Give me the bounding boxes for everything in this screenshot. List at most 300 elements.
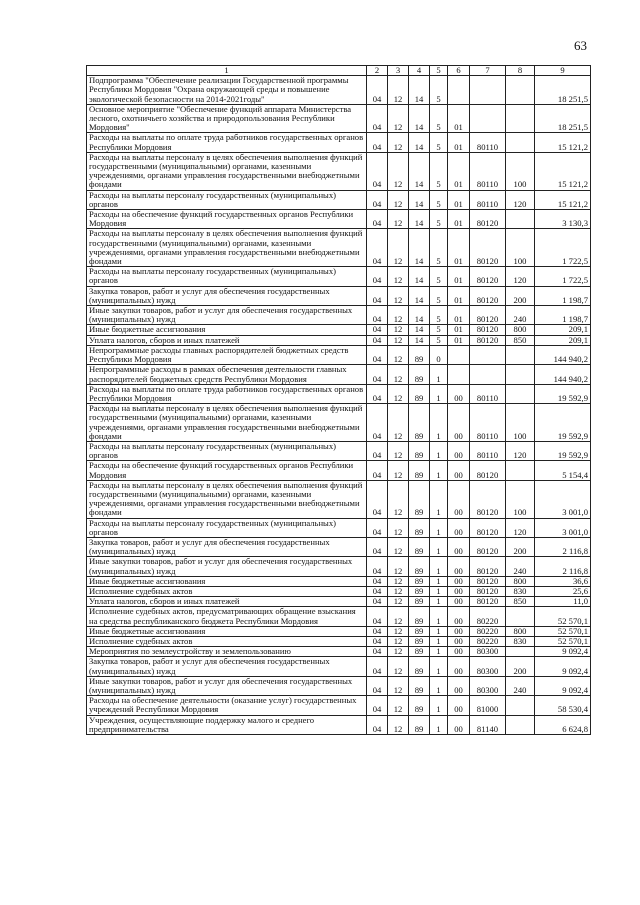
row-name: Иные бюджетные ассигнования [87, 325, 367, 335]
table-row [87, 306, 591, 325]
amount: 6 624,8 [535, 715, 591, 734]
program-code: 89 [409, 518, 430, 537]
event-code: 00 [448, 480, 470, 518]
expense-type-code [506, 647, 535, 657]
direction-code: 80120 [470, 480, 506, 518]
direction-code: 80120 [470, 557, 506, 576]
expense-type-code: 240 [506, 557, 535, 576]
program-code: 89 [409, 586, 430, 596]
event-code: 00 [448, 626, 470, 636]
direction-code: 80120 [470, 325, 506, 335]
amount: 2 116,8 [535, 557, 591, 576]
subsection-code: 12 [388, 325, 409, 335]
program-code: 14 [409, 210, 430, 229]
row-name: Расходы на выплаты по оплате труда работников государственных органов Республики Мордовия [87, 384, 367, 403]
expense-type-code [506, 133, 535, 152]
subsection-code: 12 [388, 267, 409, 286]
section-code: 04 [367, 676, 388, 695]
direction-code: 80220 [470, 636, 506, 646]
section-code: 04 [367, 210, 388, 229]
event-code: 00 [448, 636, 470, 646]
section-code: 04 [367, 133, 388, 152]
expense-type-code [506, 345, 535, 364]
column-header: 5 [430, 66, 448, 76]
amount: 19 592,9 [535, 384, 591, 403]
table-row [87, 518, 591, 537]
table-row [87, 76, 591, 105]
subprogram-code: 1 [430, 518, 448, 537]
amount: 9 092,4 [535, 676, 591, 695]
column-header: 9 [535, 66, 591, 76]
event-code: 01 [448, 104, 470, 133]
subsection-code: 12 [388, 696, 409, 715]
subprogram-code: 1 [430, 657, 448, 676]
direction-code: 80110 [470, 384, 506, 403]
direction-code: 80120 [470, 306, 506, 325]
expense-type-code: 200 [506, 657, 535, 676]
subsection-code: 12 [388, 715, 409, 734]
table-row [87, 325, 591, 335]
subprogram-code: 1 [430, 384, 448, 403]
table-row [87, 152, 591, 190]
amount: 18 251,5 [535, 76, 591, 105]
subsection-code: 12 [388, 537, 409, 556]
amount: 15 121,2 [535, 152, 591, 190]
event-code: 00 [448, 586, 470, 596]
subprogram-code: 5 [430, 286, 448, 305]
event-code: 00 [448, 657, 470, 676]
table-row [87, 345, 591, 364]
direction-code: 80110 [470, 133, 506, 152]
program-code: 89 [409, 597, 430, 607]
amount: 19 592,9 [535, 441, 591, 460]
expense-type-code: 100 [506, 229, 535, 267]
section-code: 04 [367, 657, 388, 676]
row-name: Основное мероприятие "Обеспечение функций аппарата Министерства лесного, охотничьего хозяйства и природопользования Республики Мордовия" [87, 104, 367, 133]
event-code: 01 [448, 210, 470, 229]
table-row [87, 607, 591, 626]
event-code: 01 [448, 335, 470, 345]
expense-type-code: 100 [506, 480, 535, 518]
section-code: 04 [367, 325, 388, 335]
direction-code: 80120 [470, 335, 506, 345]
expense-type-code [506, 76, 535, 105]
amount: 52 570,1 [535, 626, 591, 636]
amount: 9 092,4 [535, 657, 591, 676]
table-row [87, 576, 591, 586]
subprogram-code: 1 [430, 636, 448, 646]
section-code: 04 [367, 597, 388, 607]
subsection-code: 12 [388, 647, 409, 657]
section-code: 04 [367, 441, 388, 460]
amount: 144 940,2 [535, 345, 591, 364]
expense-type-code: 100 [506, 404, 535, 442]
subsection-code: 12 [388, 480, 409, 518]
budget-table-body [87, 76, 591, 735]
table-row [87, 133, 591, 152]
program-code: 14 [409, 335, 430, 345]
program-code: 89 [409, 441, 430, 460]
row-name: Исполнение судебных актов, предусматривающих обращение взыскания на средства республиканского бюджета Республики Мордовия [87, 607, 367, 626]
section-code: 04 [367, 335, 388, 345]
subsection-code: 12 [388, 152, 409, 190]
amount: 2 116,8 [535, 537, 591, 556]
direction-code: 80120 [470, 461, 506, 480]
event-code: 00 [448, 696, 470, 715]
event-code: 01 [448, 286, 470, 305]
subsection-code: 12 [388, 286, 409, 305]
program-code: 89 [409, 557, 430, 576]
event-code: 00 [448, 384, 470, 403]
row-name: Иные закупки товаров, работ и услуг для обеспечения государственных (муниципальных) нужд [87, 557, 367, 576]
subprogram-code: 1 [430, 586, 448, 596]
event-code [448, 76, 470, 105]
row-name: Расходы на выплаты персоналу в целях обеспечения выполнения функций государственными (муниципальными) органами, казенными учреждениями, органами управления государственными внебюджетными фондами [87, 152, 367, 190]
expense-type-code: 100 [506, 152, 535, 190]
event-code: 00 [448, 676, 470, 695]
direction-code [470, 365, 506, 384]
table-row [87, 461, 591, 480]
row-name: Уплата налогов, сборов и иных платежей [87, 597, 367, 607]
program-code: 89 [409, 607, 430, 626]
subsection-code: 12 [388, 133, 409, 152]
subprogram-code: 1 [430, 537, 448, 556]
subsection-code: 12 [388, 676, 409, 695]
expense-type-code: 120 [506, 267, 535, 286]
section-code: 04 [367, 267, 388, 286]
program-code: 14 [409, 325, 430, 335]
section-code: 04 [367, 557, 388, 576]
direction-code: 80220 [470, 626, 506, 636]
column-header: 2 [367, 66, 388, 76]
table-row [87, 404, 591, 442]
table-row [87, 657, 591, 676]
program-code: 89 [409, 636, 430, 646]
direction-code: 81140 [470, 715, 506, 734]
subsection-code: 12 [388, 335, 409, 345]
section-code: 04 [367, 696, 388, 715]
amount: 9 092,4 [535, 647, 591, 657]
amount: 144 940,2 [535, 365, 591, 384]
expense-type-code: 850 [506, 597, 535, 607]
program-code: 14 [409, 229, 430, 267]
column-header: 7 [470, 66, 506, 76]
subsection-code: 12 [388, 518, 409, 537]
subprogram-code: 1 [430, 647, 448, 657]
direction-code: 80120 [470, 229, 506, 267]
column-header: 4 [409, 66, 430, 76]
expense-type-code [506, 365, 535, 384]
expense-type-code: 120 [506, 441, 535, 460]
row-name: Расходы на выплаты персоналу в целях обеспечения выполнения функций государственными (муниципальными) органами, казенными учреждениями, органами управления государственными внебюджетными фондами [87, 404, 367, 442]
program-code: 14 [409, 104, 430, 133]
event-code: 00 [448, 461, 470, 480]
program-code: 89 [409, 404, 430, 442]
amount: 1 722,5 [535, 229, 591, 267]
table-row [87, 286, 591, 305]
column-number-header-row [87, 66, 591, 76]
expense-type-code [506, 384, 535, 403]
event-code: 00 [448, 441, 470, 460]
amount: 209,1 [535, 325, 591, 335]
direction-code: 80120 [470, 576, 506, 586]
column-header: 6 [448, 66, 470, 76]
section-code: 04 [367, 152, 388, 190]
section-code: 04 [367, 190, 388, 209]
row-name: Закупка товаров, работ и услуг для обеспечения государственных (муниципальных) нужд [87, 537, 367, 556]
section-code: 04 [367, 647, 388, 657]
expense-type-code: 800 [506, 325, 535, 335]
table-row [87, 537, 591, 556]
event-code: 01 [448, 133, 470, 152]
program-code: 14 [409, 286, 430, 305]
section-code: 04 [367, 461, 388, 480]
table-row [87, 647, 591, 657]
expense-type-code: 200 [506, 537, 535, 556]
subsection-code: 12 [388, 365, 409, 384]
row-name: Расходы на выплаты персоналу государственных (муниципальных) органов [87, 190, 367, 209]
event-code: 00 [448, 518, 470, 537]
expense-type-code: 200 [506, 286, 535, 305]
table-row [87, 267, 591, 286]
program-code: 14 [409, 267, 430, 286]
row-name: Исполнение судебных актов [87, 586, 367, 596]
amount: 36,6 [535, 576, 591, 586]
program-code: 89 [409, 647, 430, 657]
row-name: Расходы на выплаты персоналу государственных (муниципальных) органов [87, 267, 367, 286]
direction-code [470, 345, 506, 364]
subsection-code: 12 [388, 104, 409, 133]
direction-code: 80120 [470, 518, 506, 537]
event-code: 01 [448, 190, 470, 209]
subsection-code: 12 [388, 306, 409, 325]
column-header: 8 [506, 66, 535, 76]
program-code: 14 [409, 76, 430, 105]
row-name: Расходы на выплаты персоналу государственных (муниципальных) органов [87, 518, 367, 537]
expense-type-code: 120 [506, 190, 535, 209]
row-name: Расходы на обеспечение функций государственных органов Республики Мордовия [87, 210, 367, 229]
program-code: 89 [409, 345, 430, 364]
subprogram-code: 1 [430, 480, 448, 518]
subsection-code: 12 [388, 441, 409, 460]
table-row [87, 190, 591, 209]
expense-type-code: 800 [506, 576, 535, 586]
subsection-code: 12 [388, 557, 409, 576]
table-row [87, 229, 591, 267]
expense-type-code: 850 [506, 335, 535, 345]
event-code: 01 [448, 325, 470, 335]
subsection-code: 12 [388, 597, 409, 607]
direction-code: 80110 [470, 441, 506, 460]
amount: 3 001,0 [535, 518, 591, 537]
direction-code: 80110 [470, 404, 506, 442]
page-number: 63 [574, 38, 587, 53]
section-code: 04 [367, 76, 388, 105]
table-row [87, 696, 591, 715]
direction-code: 80110 [470, 152, 506, 190]
subsection-code: 12 [388, 229, 409, 267]
event-code: 00 [448, 597, 470, 607]
row-name: Мероприятия по землеустройству и землепользованию [87, 647, 367, 657]
program-code: 89 [409, 537, 430, 556]
subsection-code: 12 [388, 586, 409, 596]
program-code: 89 [409, 657, 430, 676]
direction-code [470, 76, 506, 105]
subprogram-code: 5 [430, 152, 448, 190]
program-code: 89 [409, 384, 430, 403]
direction-code: 80120 [470, 597, 506, 607]
row-name: Непрограммные расходы в рамках обеспечения деятельности главных распорядителей бюджетных средств Республики Мордовия [87, 365, 367, 384]
row-name: Расходы на выплаты персоналу в целях обеспечения выполнения функций государственными (муниципальными) органами, казенными учреждениями, органами управления государственными внебюджетными фондами [87, 229, 367, 267]
subsection-code: 12 [388, 636, 409, 646]
program-code: 14 [409, 306, 430, 325]
subprogram-code: 1 [430, 365, 448, 384]
program-code: 14 [409, 152, 430, 190]
direction-code: 80300 [470, 657, 506, 676]
expense-type-code: 830 [506, 636, 535, 646]
section-code: 04 [367, 576, 388, 586]
subprogram-code: 5 [430, 325, 448, 335]
event-code: 00 [448, 607, 470, 626]
program-code: 89 [409, 676, 430, 695]
expense-type-code [506, 104, 535, 133]
event-code: 00 [448, 715, 470, 734]
row-name: Непрограммные расходы главных распорядителей бюджетных средств Республики Мордовия [87, 345, 367, 364]
column-header: 3 [388, 66, 409, 76]
budget-table [86, 65, 591, 735]
program-code: 14 [409, 190, 430, 209]
amount: 58 530,4 [535, 696, 591, 715]
subsection-code: 12 [388, 626, 409, 636]
section-code: 04 [367, 306, 388, 325]
section-code: 04 [367, 345, 388, 364]
event-code: 01 [448, 152, 470, 190]
table-row [87, 104, 591, 133]
subprogram-code: 1 [430, 715, 448, 734]
row-name: Закупка товаров, работ и услуг для обеспечения государственных (муниципальных) нужд [87, 286, 367, 305]
table-row [87, 365, 591, 384]
row-name: Иные закупки товаров, работ и услуг для обеспечения государственных (муниципальных) нужд [87, 306, 367, 325]
direction-code [470, 104, 506, 133]
subprogram-code: 1 [430, 676, 448, 695]
subprogram-code: 5 [430, 229, 448, 267]
program-code: 89 [409, 461, 430, 480]
direction-code: 80120 [470, 210, 506, 229]
table-row [87, 210, 591, 229]
amount: 15 121,2 [535, 190, 591, 209]
table-row [87, 557, 591, 576]
subsection-code: 12 [388, 404, 409, 442]
program-code: 89 [409, 576, 430, 586]
event-code: 00 [448, 647, 470, 657]
section-code: 04 [367, 626, 388, 636]
event-code [448, 345, 470, 364]
subsection-code: 12 [388, 461, 409, 480]
event-code: 01 [448, 306, 470, 325]
amount: 1 198,7 [535, 286, 591, 305]
expense-type-code [506, 461, 535, 480]
amount: 19 592,9 [535, 404, 591, 442]
amount: 52 570,1 [535, 607, 591, 626]
table-row [87, 626, 591, 636]
subprogram-code: 5 [430, 76, 448, 105]
direction-code: 80220 [470, 607, 506, 626]
direction-code: 80110 [470, 190, 506, 209]
subsection-code: 12 [388, 607, 409, 626]
subsection-code: 12 [388, 345, 409, 364]
amount: 3 130,3 [535, 210, 591, 229]
row-name: Иные бюджетные ассигнования [87, 576, 367, 586]
table-row [87, 384, 591, 403]
subprogram-code: 5 [430, 210, 448, 229]
event-code: 00 [448, 537, 470, 556]
expense-type-code: 120 [506, 518, 535, 537]
subsection-code: 12 [388, 657, 409, 676]
section-code: 04 [367, 518, 388, 537]
event-code: 00 [448, 404, 470, 442]
row-name: Иные закупки товаров, работ и услуг для обеспечения государственных (муниципальных) нужд [87, 676, 367, 695]
direction-code: 80120 [470, 286, 506, 305]
subsection-code: 12 [388, 384, 409, 403]
row-name: Иные бюджетные ассигнования [87, 626, 367, 636]
subprogram-code: 5 [430, 267, 448, 286]
amount: 209,1 [535, 335, 591, 345]
section-code: 04 [367, 715, 388, 734]
row-name: Учреждения, осуществляющие поддержку малого и среднего предпринимательства [87, 715, 367, 734]
amount: 5 154,4 [535, 461, 591, 480]
event-code: 00 [448, 576, 470, 586]
event-code: 01 [448, 267, 470, 286]
direction-code: 80120 [470, 267, 506, 286]
table-row [87, 636, 591, 646]
subprogram-code: 1 [430, 404, 448, 442]
expense-type-code [506, 210, 535, 229]
section-code: 04 [367, 229, 388, 267]
program-code: 14 [409, 133, 430, 152]
table-row [87, 586, 591, 596]
subsection-code: 12 [388, 190, 409, 209]
expense-type-code: 240 [506, 676, 535, 695]
amount: 15 121,2 [535, 133, 591, 152]
direction-code: 80300 [470, 676, 506, 695]
subsection-code: 12 [388, 76, 409, 105]
row-name: Подпрограмма "Обеспечение реализации Государственной программы Республики Мордовия "Охрана окружающей среды и повышение экологической безопасности на 2014-2021годы" [87, 76, 367, 105]
expense-type-code: 830 [506, 586, 535, 596]
subprogram-code: 5 [430, 335, 448, 345]
subprogram-code: 1 [430, 576, 448, 586]
subsection-code: 12 [388, 210, 409, 229]
subprogram-code: 5 [430, 306, 448, 325]
event-code: 00 [448, 557, 470, 576]
section-code: 04 [367, 607, 388, 626]
subprogram-code: 1 [430, 461, 448, 480]
expense-type-code [506, 715, 535, 734]
table-row [87, 597, 591, 607]
program-code: 89 [409, 480, 430, 518]
amount: 18 251,5 [535, 104, 591, 133]
section-code: 04 [367, 384, 388, 403]
direction-code: 80300 [470, 647, 506, 657]
section-code: 04 [367, 404, 388, 442]
expense-type-code: 800 [506, 626, 535, 636]
section-code: 04 [367, 636, 388, 646]
row-name: Расходы на обеспечение деятельности (оказание услуг) государственных учреждений Республики Мордовия [87, 696, 367, 715]
direction-code: 81000 [470, 696, 506, 715]
section-code: 04 [367, 365, 388, 384]
row-name: Уплата налогов, сборов и иных платежей [87, 335, 367, 345]
section-code: 04 [367, 480, 388, 518]
amount: 3 001,0 [535, 480, 591, 518]
